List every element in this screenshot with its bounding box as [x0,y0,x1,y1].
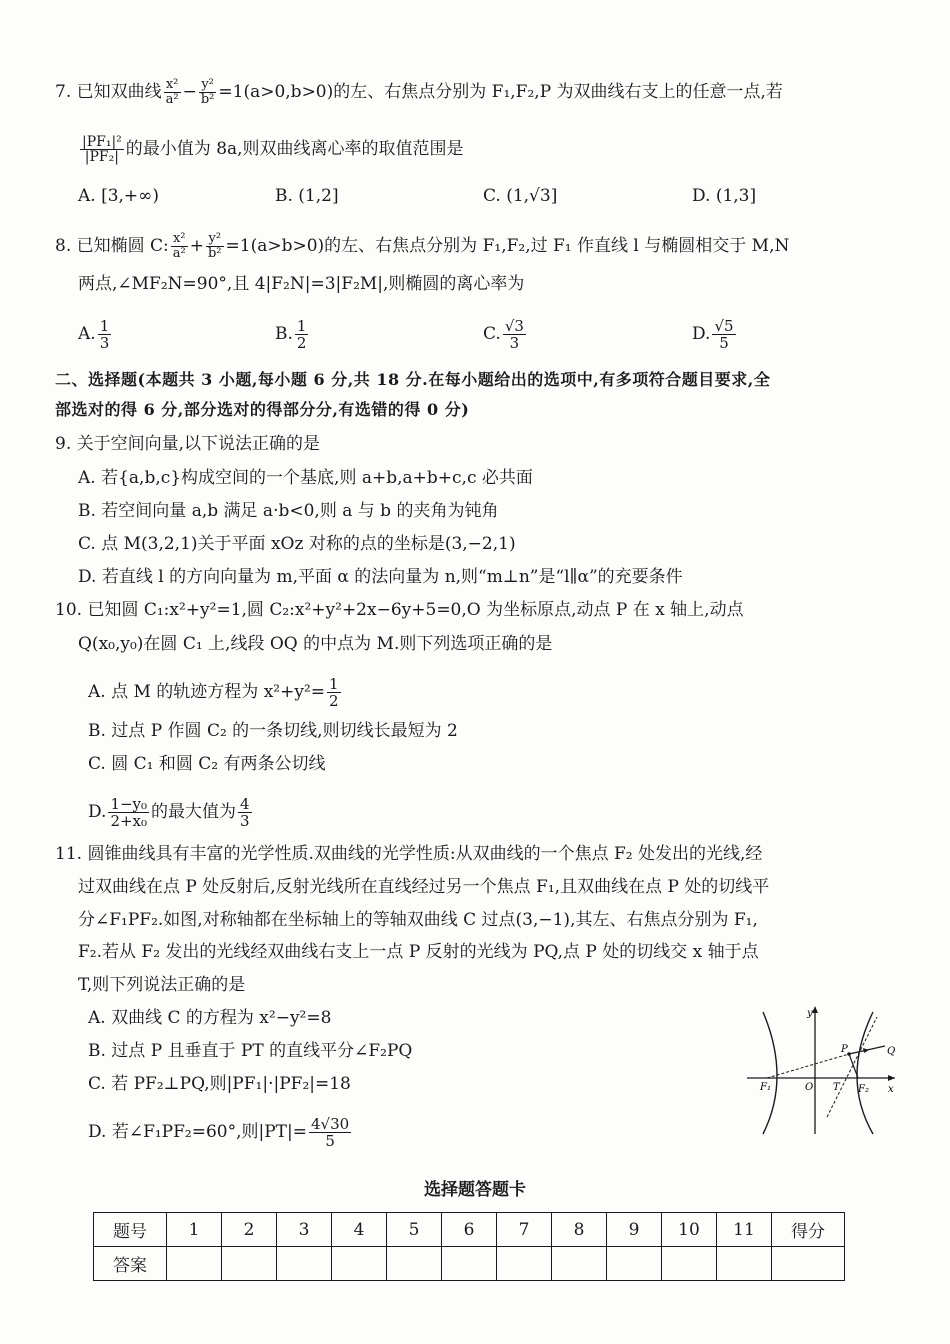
answer-cell[interactable] [222,1247,277,1281]
question-number-cell: 6 [442,1213,497,1247]
point-p [847,1052,851,1056]
f2-label: F₂ [858,1084,869,1095]
q7-option-d: D. (1,3] [692,186,757,206]
q8-option-a [78,318,113,351]
q7-ratio-den: |PF₂| [84,149,119,165]
q8-option-c-fraction [503,318,526,351]
q8-option-a-label: A. [78,324,96,344]
question-11-stem-line1: 11. 圆锥曲线具有丰富的光学性质.双曲线的光学性质:从双曲线的一个焦点 F₂ 处发出的光线,经 [55,844,763,864]
q8-x-den: a² [172,246,186,261]
answer-cell[interactable] [607,1247,662,1281]
q7-x-num: x² [164,78,181,93]
y-axis-arrow [812,1006,818,1013]
question-8-stem-line2: 两点,∠MF₂N=90°,且 4|F₂N|=3|F₂M|,则椭圆的离心率为 [78,274,525,294]
q8-option-d-fraction [712,318,735,351]
q8-y-den: b² [207,246,222,261]
score-cell[interactable] [772,1247,845,1281]
q10-option-d-text: 的最大值为 [151,802,237,822]
line-f1-p [767,1054,849,1078]
q11-option-d-fraction [309,1116,351,1149]
f1-label: F₁ [760,1082,771,1093]
q10-option-a-den: 2 [329,692,339,710]
question-number-cell: 9 [607,1213,662,1247]
q8-option-b-fraction [295,318,309,351]
q8-stem-part-a: 8. 已知椭圆 C: [55,236,169,256]
question-11-stem-line2: 过双曲线在点 P 处反射后,反射光线所在直线经过另一个焦点 F₁,且双曲线在点 P 处的切线平 [78,877,770,897]
question-number-cell: 11 [717,1213,772,1247]
q10-option-c: C. 圆 C₁ 和圆 C₂ 有两条公切线 [88,754,326,774]
answer-cell[interactable] [332,1247,387,1281]
answer-card-title: 选择题答题卡 [424,1180,526,1200]
q8-option-c-den: 3 [509,334,520,352]
q8-y-fraction [206,232,224,261]
q7-stem-part-a: 7. 已知双曲线 [55,82,162,102]
q10-option-d-den-2: 3 [240,812,250,830]
question-7-stem-line2 [78,135,464,164]
q11-option-d-den: 5 [325,1132,335,1150]
question-number-cell: 5 [387,1213,442,1247]
q10-option-b: B. 过点 P 作圆 C₂ 的一条切线,则切线长最短为 2 [88,721,458,741]
section-2-instructions-line1: 二、选择题(本题共 3 小题,每小题 6 分,共 18 分.在每小题给出的选项中,有多项符合题目要求,全 [55,370,771,389]
answer-cell[interactable] [167,1247,222,1281]
q-label: Q [887,1046,896,1057]
q9-option-d: D. 若直线 l 的方向向量为 m,平面 α 的法向量为 n,则“m⊥n”是“l∥α”的充要条件 [78,567,683,587]
answer-card-header-row [94,1213,845,1247]
q9-option-b: B. 若空间向量 a,b 满足 a·b<0,则 a 与 b 的夹角为钝角 [78,501,499,521]
q7-stem-part-b: =1(a>0,b>0)的左、右焦点分别为 F₁,F₂,P 为双曲线右支上的任意一点,若 [218,82,783,102]
question-10-stem-line2: Q(x₀,y₀)在圆 C₁ 上,线段 OQ 的中点为 M.则下列选项正确的是 [78,634,553,654]
answer-cell[interactable] [717,1247,772,1281]
q11-option-a: A. 双曲线 C 的方程为 x²−y²=8 [88,1008,332,1028]
answer-card-answer-row [94,1247,845,1281]
y-axis-label: y [807,1008,813,1019]
q10-option-a-num: 1 [329,675,339,693]
q8-option-b-label: B. [275,324,293,344]
q7-y-fraction [199,78,217,107]
q11-option-d-num: 4√30 [311,1115,350,1133]
answer-label: 答案 [94,1247,167,1281]
ray-arrow [863,1048,869,1053]
q8-x-num: x² [171,232,188,247]
x-axis-arrow [888,1075,895,1081]
question-number-cell: 3 [277,1213,332,1247]
q7-option-b: B. (1,2] [275,186,339,206]
q8-option-d-den: 5 [719,334,729,352]
q10-option-a [88,676,343,709]
q7-x-fraction [164,78,181,107]
q8-option-a-den: 3 [99,334,110,352]
q8-option-a-num: 1 [99,317,110,335]
q10-option-a-text: A. 点 M 的轨迹方程为 x²+y²= [88,682,326,702]
question-number-cell: 1 [167,1213,222,1247]
q10-option-d-fraction-1 [108,796,149,829]
question-11-stem-line3: 分∠F₁PF₂.如图,对称轴都在坐标轴上的等轴双曲线 C 过点(3,−1),其左、右焦点分别为 F₁, [78,910,758,930]
q8-option-b [275,318,310,351]
q7-ratio-num: |PF₁|² [82,134,122,150]
question-number-cell: 4 [332,1213,387,1247]
answer-cell[interactable] [442,1247,497,1281]
question-8-stem-line1 [55,232,905,261]
question-11-stem-line5: T,则下列说法正确的是 [78,975,246,995]
q11-option-d-text: D. 若∠F₁PF₂=60°,则|PT|= [88,1122,307,1142]
q8-plus: + [189,236,204,256]
q8-option-c [483,318,528,351]
q10-option-d-num-2: 4 [240,795,250,813]
q11-option-d [88,1116,353,1149]
q8-option-d-label: D. [692,324,711,344]
q10-option-d-num-1: 1−y₀ [110,795,148,813]
q8-option-b-den: 2 [296,334,307,352]
q7-stem-part-c: 的最小值为 8a,则双曲线离心率的取值范围是 [125,139,464,159]
answer-cell[interactable] [552,1247,607,1281]
q9-option-a: A. 若{a,b,c}构成空间的一个基底,则 a+b,a+b+c,c 必共面 [78,468,533,488]
hyperbola-figure [745,1002,900,1137]
answer-cell[interactable] [497,1247,552,1281]
q10-option-a-fraction [327,676,341,709]
question-7-stem-line1 [55,78,905,107]
q7-option-a: A. [3,+∞) [78,186,159,206]
q8-option-d [692,318,738,351]
answer-cell[interactable] [387,1247,442,1281]
q7-option-c: C. (1,√3] [483,186,558,206]
question-number-label: 题号 [94,1213,167,1247]
x-axis-label: x [888,1084,894,1095]
origin-label: O [805,1082,814,1093]
q7-y-num: y² [199,78,217,93]
question-11-stem-line4: F₂.若从 F₂ 发出的光线经双曲线右支上一点 P 反射的光线为 PQ,点 P 处的切线交 x 轴于点 [78,942,759,962]
hyperbola-left-branch [763,1012,777,1134]
score-label: 得分 [772,1213,845,1247]
q7-x-den: a² [165,92,179,107]
question-9-stem: 9. 关于空间向量,以下说法正确的是 [55,434,321,454]
q11-option-b: B. 过点 P 且垂直于 PT 的直线平分∠F₂PQ [88,1041,413,1061]
q10-option-d [88,796,254,829]
q8-x-fraction [171,232,188,261]
t-label: T [833,1082,840,1093]
q9-option-c: C. 点 M(3,2,1)关于平面 xOz 对称的点的坐标是(3,−2,1) [78,534,516,554]
tangent-line-pt [827,1017,877,1117]
q7-y-den: b² [200,92,215,107]
q8-option-c-label: C. [483,324,501,344]
q8-option-a-fraction [98,318,112,351]
question-number-cell: 8 [552,1213,607,1247]
q11-option-c: C. 若 PF₂⊥PQ,则|PF₁|·|PF₂|=18 [88,1074,351,1094]
answer-card-table [93,1212,845,1281]
question-10-stem-line1: 10. 已知圆 C₁:x²+y²=1,圆 C₂:x²+y²+2x−6y+5=0,O 为坐标原点,动点 P 在 x 轴上,动点 [55,600,744,620]
q8-option-b-num: 1 [296,317,307,335]
question-number-cell: 2 [222,1213,277,1247]
q8-stem-part-b: =1(a>b>0)的左、右焦点分别为 F₁,F₂,过 F₁ 作直线 l 与椭圆相交于 M,N [225,236,790,256]
q10-option-d-den-1: 2+x₀ [110,812,148,830]
q8-option-d-num: √5 [714,317,734,335]
answer-cell[interactable] [662,1247,717,1281]
q7-ratio-fraction [80,135,124,164]
answer-cell[interactable] [277,1247,332,1281]
q7-minus: − [182,82,197,102]
q8-y-num: y² [206,232,224,247]
question-number-cell: 7 [497,1213,552,1247]
section-2-instructions-line2: 部选对的得 6 分,部分选对的得部分分,有选错的得 0 分) [55,400,470,419]
q10-option-d-fraction-2 [238,796,252,829]
q8-option-c-num: √3 [504,317,524,335]
question-number-cell: 10 [662,1213,717,1247]
q10-option-d-label: D. [88,802,107,822]
p-label: P [841,1044,848,1055]
